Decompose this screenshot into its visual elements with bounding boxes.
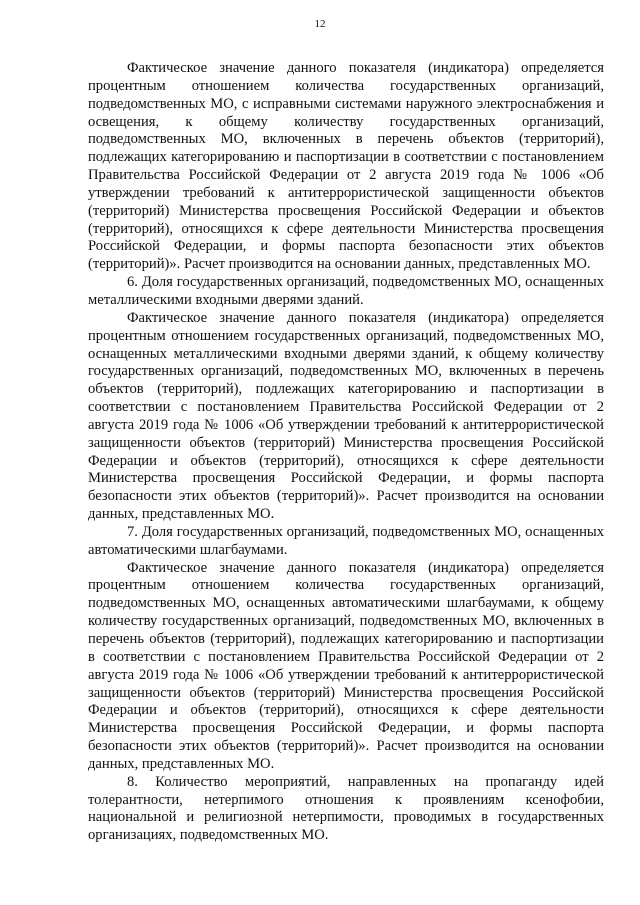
- paragraph-indicator-barriers-calculation: Фактическое значение данного показателя (индикатора) определяется процентным отношением количества государственных организаций, подведомственных МО, оснащенных автоматическими шлагбаумами, к общему количеству государственных организаций, подведомственных МО, включенных в перечень объектов (территорий), подлежащих категорированию и паспортизации в соответствии с постановлением Правительства Российской Федерации от 2 августа 2019 года № 1006 «Об утверждении требований к антитеррористической защищенности объектов (территорий) Министерства просвещения Российской Федерации и объектов (территорий), относящихся к сфере деятельности Министерства просвещения Российской Федерации, и формы паспорта безопасности этих объектов (территорий)». Расчет производится на основании данных, представленных МО.: [88, 559, 604, 772]
- paragraph-indicator-lighting-calculation: Фактическое значение данного показателя (индикатора) определяется процентным отношением количества государственных организаций, подведомственных МО, с исправными системами наружного электроснабжения и освещения, к общему количеству государственных организаций, подведомственных МО, включенных в перечень объектов (территорий), подлежащих категорированию и паспортизации в соответствии с постановлением Правительства Российской Федерации от 2 августа 2019 года № 1006 «Об утверждении требований к антитеррористической защищенности объектов (территорий) Министерства просвещения Российской Федерации и объектов (территорий), относящихся к сфере деятельности Министерства просвещения Российской Федерации, и формы паспорта безопасности этих объектов (территорий)». Расчет производится на основании данных, представленных МО.: [88, 60, 604, 273]
- paragraph-item-6-heading: 6. Доля государственных организаций, подведомственных МО, оснащенных металлическими входными дверями зданий.: [88, 274, 604, 308]
- paragraph-item-8-heading: 8. Количество мероприятий, направленных на пропаганду идей толерантности, нетерпимого отношения к проявлениям ксенофобии, национальной и религиозной нетерпимости, проводимых в государственных организациях, подведомственных МО.: [88, 773, 604, 844]
- document-body: [88, 60, 604, 845]
- paragraph-indicator-doors-calculation: Фактическое значение данного показателя (индикатора) определяется процентным отношением государственных организаций, подведомственных МО, оснащенных металлическими входными дверями зданий, к общему количеству государственных организаций, подведомственных МО, включенных в перечень объектов (территорий), подлежащих категорированию и паспортизации в соответствии с постановлением Правительства Российской Федерации от 2 августа 2019 года № 1006 «Об утверждении требований к антитеррористической защищенности объектов (территорий) Министерства просвещения Российской Федерации и объектов (территорий), относящихся к сфере деятельности Министерства просвещения Российской Федерации, и формы паспорта безопасности этих объектов (территорий)». Расчет производится на основании данных, представленных МО.: [88, 309, 604, 523]
- paragraph-item-7-heading: 7. Доля государственных организаций, подведомственных МО, оснащенных автоматическими шлагбаумами.: [88, 523, 604, 558]
- page-number: 12: [314, 18, 326, 30]
